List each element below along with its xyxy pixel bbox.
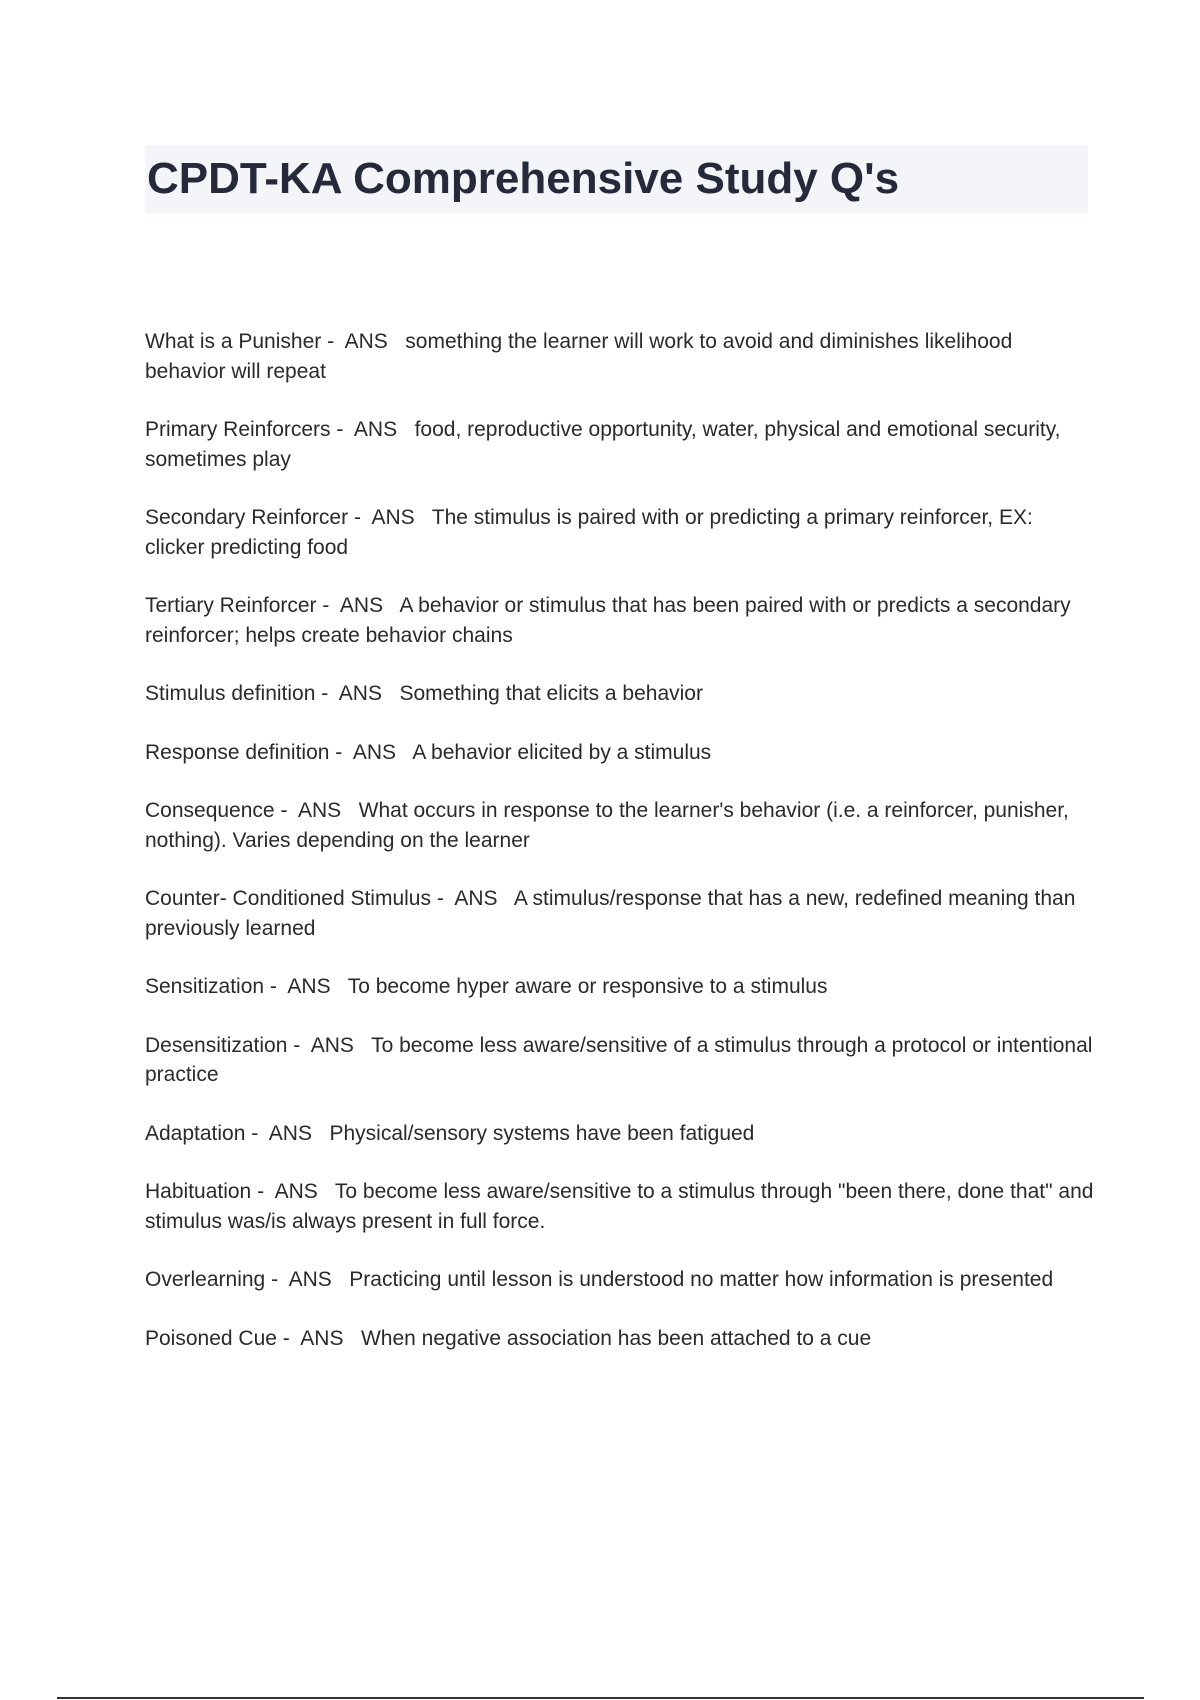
qa-term: What is a Punisher (145, 330, 322, 353)
ans-label: ANS (371, 506, 415, 529)
ans-label: ANS (310, 1033, 354, 1057)
ans-label: ANS (297, 799, 342, 822)
qa-term: Overlearning (145, 1268, 266, 1291)
qa-item (145, 1265, 1095, 1295)
qa-item (145, 1119, 1095, 1149)
qa-separator: - (348, 506, 372, 529)
qa-term: Adaptation (145, 1121, 246, 1145)
qa-item (145, 1177, 1095, 1236)
qa-answer: To become less aware/sensitive of a stimulus through a protocol or intentional practice (145, 1033, 1093, 1086)
qa-answer: A stimulus/response that has a new, redefined meaning than previously learned (145, 887, 1076, 940)
qa-term: Primary Reinforcers (145, 418, 331, 441)
qa-answer: Physical/sensory systems have been fatigued (329, 1121, 755, 1145)
qa-term: Stimulus definition (145, 682, 316, 705)
ans-label: ANS (352, 740, 396, 764)
title-banner (145, 145, 1088, 213)
qa-answer: something the learner will work to avoid and diminishes likelihood behavior will repeat (145, 330, 1013, 383)
qa-separator: - (251, 1180, 275, 1203)
qa-item (145, 503, 1095, 562)
qa-term: Response definition (145, 740, 330, 764)
qa-answer: Something that elicits a behavior (399, 682, 703, 705)
ans-label: ANS (287, 975, 331, 998)
qa-separator: - (329, 740, 353, 764)
qa-separator: - (265, 1268, 289, 1291)
qa-item (145, 972, 1095, 1002)
document-title: CPDT-KA Comprehensive Study Q's (147, 154, 900, 203)
qa-item (145, 679, 1095, 709)
qa-term: Counter- Conditioned Stimulus (145, 887, 431, 910)
qa-item (145, 796, 1095, 855)
qa-item (145, 884, 1095, 943)
qa-item (145, 327, 1095, 386)
qa-answer: To become less aware/sensitive to a stimulus through "been there, done that" and stimulus was/is always present in full force. (145, 1180, 1094, 1233)
qa-answer: A behavior or stimulus that has been paired with or predicts a secondary reinforcer; helps create behavior chains (145, 594, 1071, 647)
qa-item (145, 591, 1095, 650)
ans-label: ANS (344, 330, 388, 353)
qa-separator: - (274, 799, 298, 822)
qa-term: Tertiary Reinforcer (145, 594, 317, 617)
qa-item (145, 1031, 1095, 1090)
qa-separator: - (264, 975, 288, 998)
qa-separator: - (287, 1033, 311, 1057)
qa-answer: food, reproductive opportunity, water, physical and emotional security, sometimes play (145, 418, 1061, 471)
footer-divider (57, 1697, 1144, 1699)
qa-answer: When negative association has been attached to a cue (360, 1326, 872, 1350)
qa-term: Consequence (145, 799, 275, 822)
qa-separator: - (276, 1326, 301, 1350)
qa-separator: - (321, 330, 345, 353)
ans-label: ANS (339, 594, 384, 617)
qa-term: Habituation (145, 1180, 252, 1203)
ans-label: ANS (353, 418, 398, 441)
ans-label: ANS (300, 1326, 344, 1350)
qa-answer: The stimulus is paired with or predicting a primary reinforcer, EX: clicker predicting food (145, 506, 1033, 559)
qa-list (145, 327, 1095, 1382)
qa-term: Secondary Reinforcer (145, 506, 349, 529)
qa-separator: - (245, 1121, 269, 1145)
ans-label: ANS (288, 1268, 332, 1291)
qa-answer: Practicing until lesson is understood no matter how information is presented (349, 1268, 1054, 1291)
qa-item (145, 415, 1095, 474)
qa-answer: What occurs in response to the learner's behavior (i.e. a reinforcer, punisher, nothing). Varies depending on the learner (145, 799, 1069, 852)
qa-separator: - (330, 418, 354, 441)
qa-separator: - (315, 682, 339, 705)
qa-term: Sensitization (145, 975, 265, 998)
ans-label: ANS (454, 887, 498, 910)
qa-item (145, 738, 1095, 768)
qa-term: Desensitization (145, 1033, 288, 1057)
qa-answer: To become hyper aware or responsive to a stimulus (347, 975, 828, 998)
ans-label: ANS (268, 1121, 312, 1145)
qa-term: Poisoned Cue (145, 1326, 277, 1350)
ans-label: ANS (338, 682, 382, 705)
qa-item (145, 1324, 1095, 1354)
ans-label: ANS (274, 1180, 318, 1203)
qa-separator: - (430, 887, 455, 910)
qa-separator: - (316, 594, 340, 617)
qa-answer: A behavior elicited by a stimulus (412, 740, 712, 764)
